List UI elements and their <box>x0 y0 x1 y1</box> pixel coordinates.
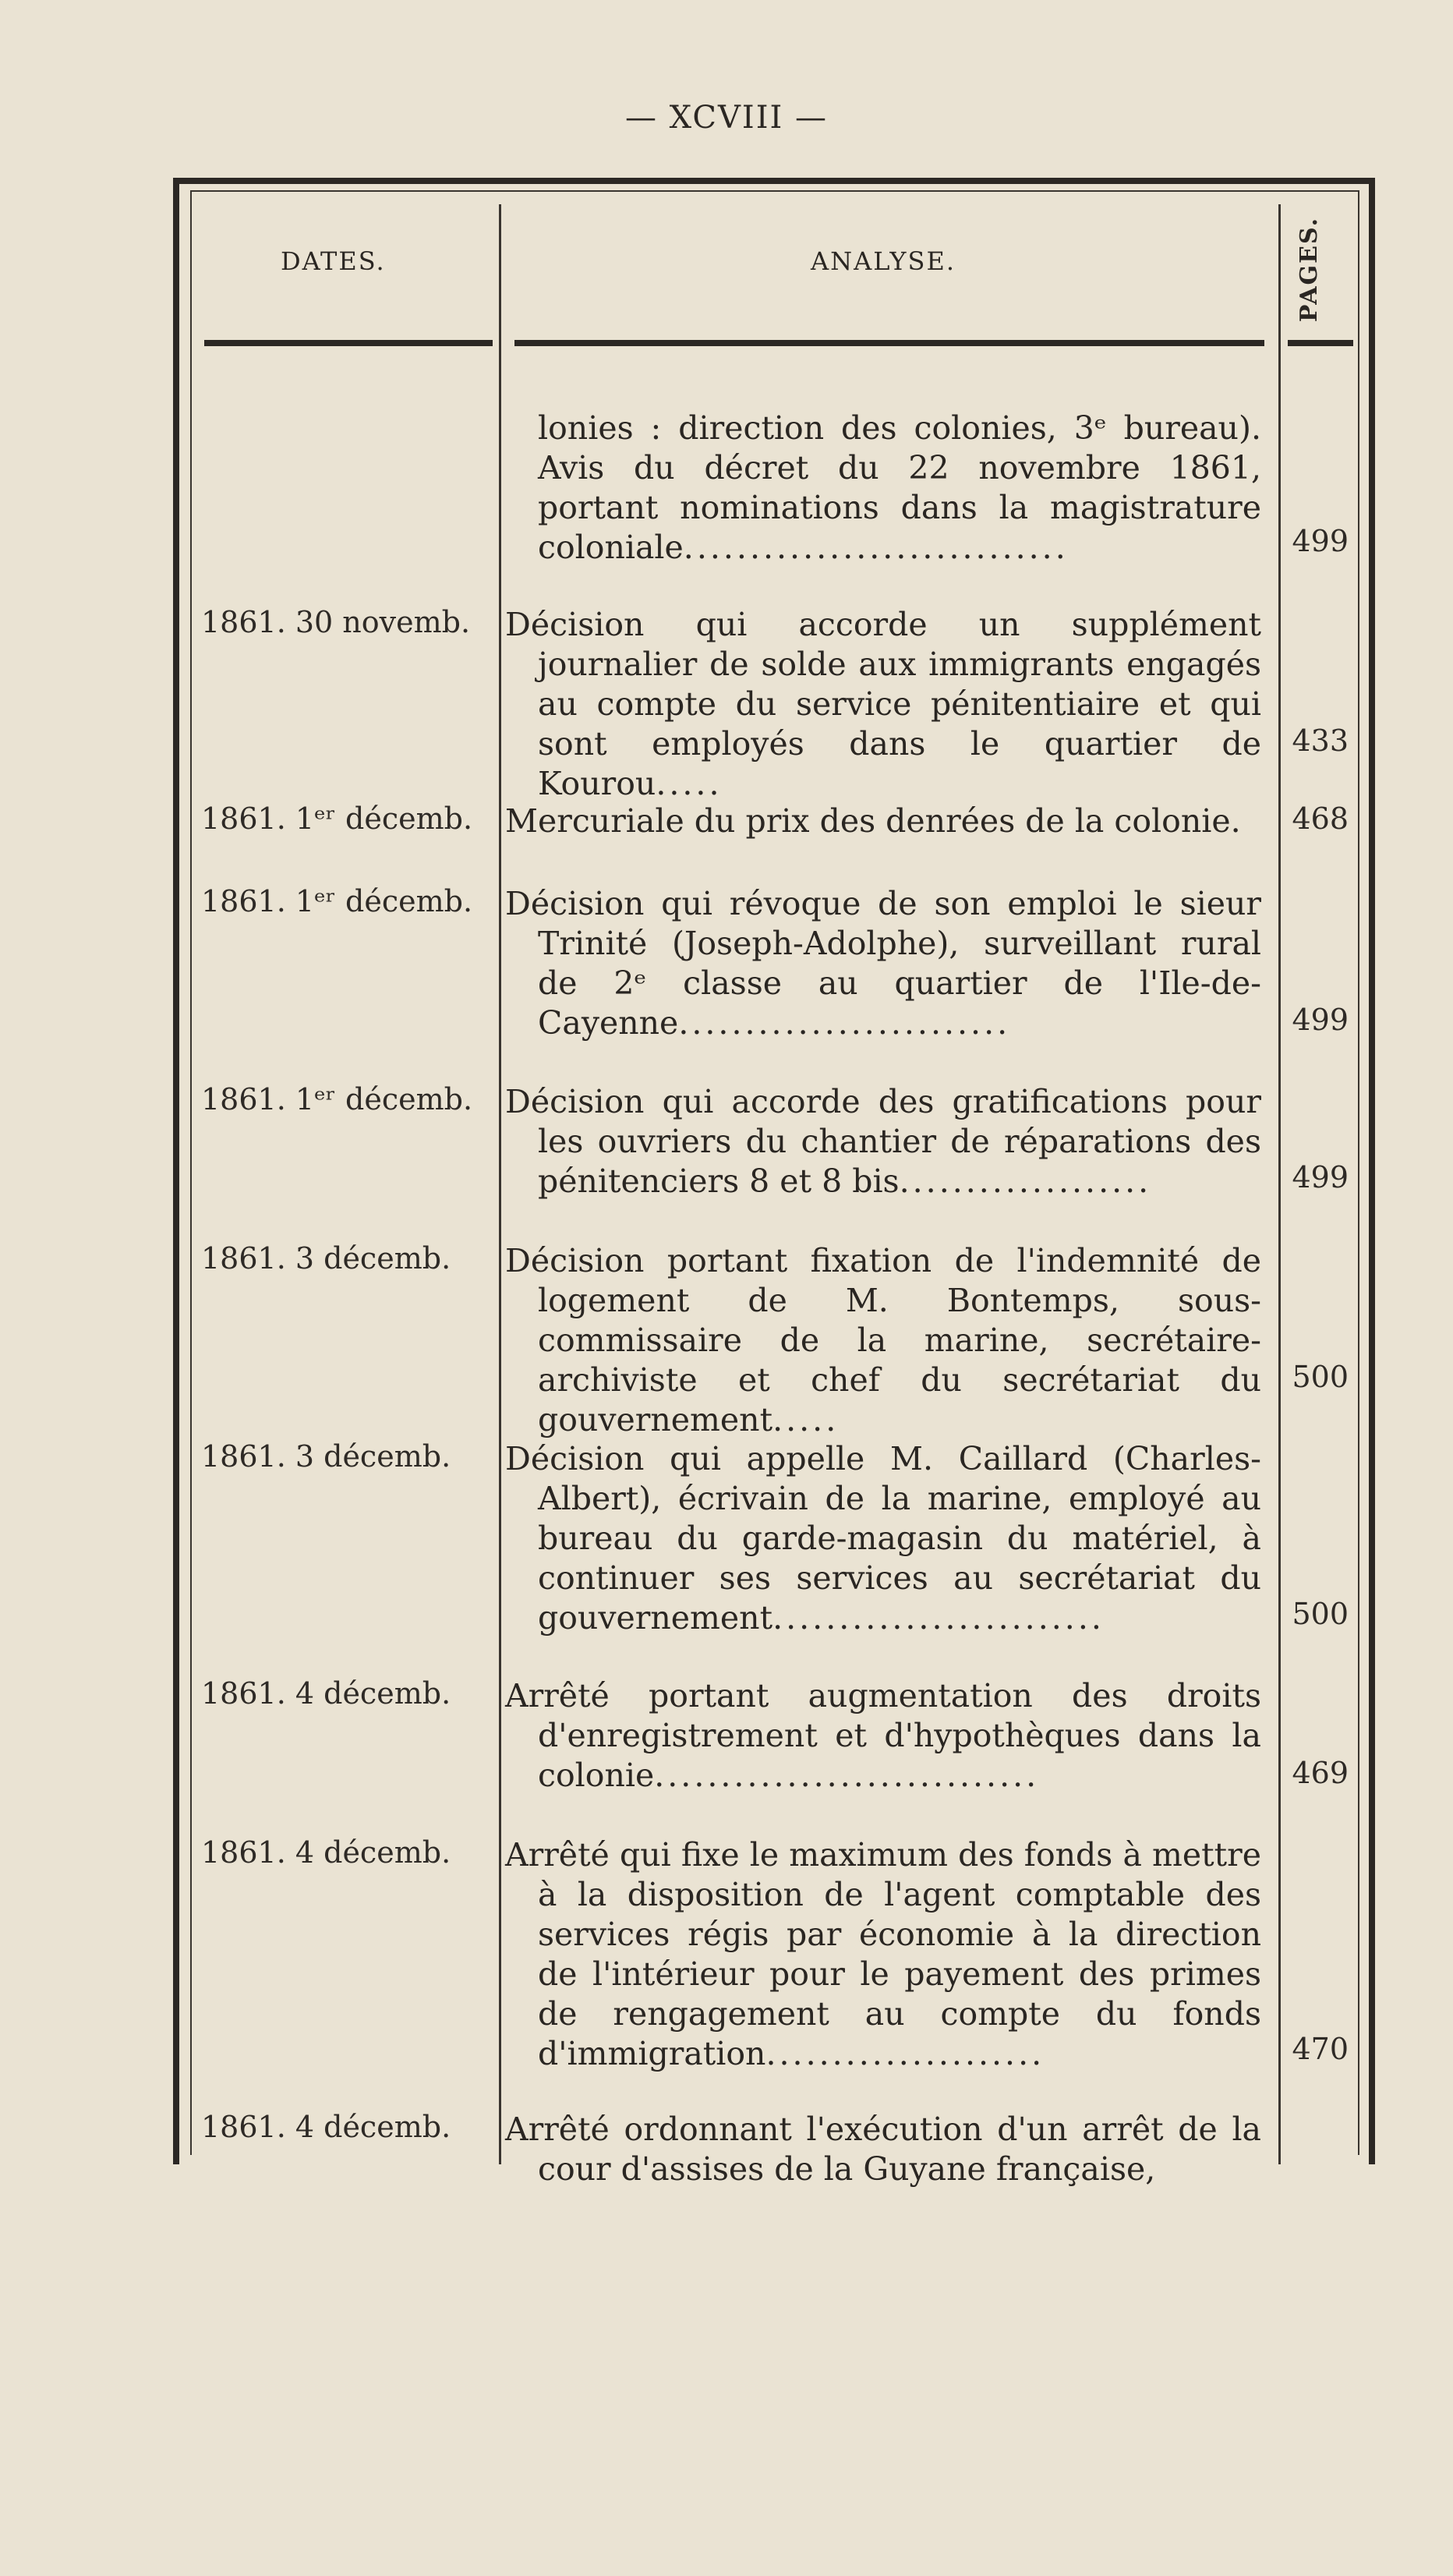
entry-page: 499 <box>1292 524 1349 558</box>
entry-date: 1861. 1ᵉʳ décemb. <box>201 1082 473 1116</box>
entry-page: 433 <box>1292 724 1349 758</box>
entry-page: 500 <box>1292 1597 1349 1631</box>
header-rule-pages <box>1288 340 1353 346</box>
entry-page: 499 <box>1292 1160 1349 1194</box>
entry-date: 1861. 4 décemb. <box>201 2110 451 2144</box>
table-inner-left <box>190 190 192 2155</box>
entry-text: Décision qui accorde un supplément journalier de solde aux immigrants engagés au compte du service pénitentiaire et qui sont employés dans le quartier de Kourou..... <box>505 606 1261 802</box>
entry-date: 1861. 1ᵉʳ décemb. <box>201 801 473 836</box>
entry-text: lonies : direction des colonies, 3ᵉ bureau). Avis du décret du 22 novembre 1861, portant nominations dans la magistrature coloniale............................. <box>538 409 1261 566</box>
page-number: — XCVIII — <box>624 100 829 136</box>
entry-date: 1861. 3 décemb. <box>201 1439 451 1474</box>
header-pages: PAGES. <box>1296 216 1324 322</box>
entry-text: Décision qui appelle M. Caillard (Charles-Albert), écrivain de la marine, employé au bureau du garde-magasin du matériel, à continuer ses services au secrétariat du gouvernement......................... <box>505 1440 1261 1637</box>
entry-text: Arrêté portant augmentation des droits d'enregistrement et d'hypothèques dans la colonie............................. <box>505 1677 1261 1794</box>
entry-text: Décision qui révoque de son emploi le sieur Trinité (Joseph-Adolphe), surveillant rural de 2ᵉ classe au quartier de l'Ile-de-Cayenne......................... <box>505 885 1261 1042</box>
header-dates: DATES. <box>281 246 386 276</box>
entry-text: Décision qui accorde des gratifications pour les ouvriers du chantier de réparations des pénitenciers 8 et 8 bis................... <box>505 1083 1261 1200</box>
column-separator-dates <box>499 204 501 2164</box>
entry-date: 1861. 4 décemb. <box>201 1835 451 1870</box>
entry-page: 469 <box>1292 1756 1349 1790</box>
entry-page: 470 <box>1292 2032 1349 2066</box>
entry-text: Arrêté ordonnant l'exécution d'un arrêt de la cour d'assises de la Guyane française, <box>505 2111 1261 2188</box>
entry-date: 1861. 3 décemb. <box>201 1241 451 1276</box>
entry-text: Décision portant fixation de l'indemnité de logement de M. Bontemps, sous-commissaire de la marine, secrétaire-archiviste et chef du secrétariat du gouvernement..... <box>505 1242 1261 1438</box>
table-inner-right <box>1358 190 1359 2155</box>
entry-date: 1861. 1ᵉʳ décemb. <box>201 884 473 918</box>
entry-page: 499 <box>1292 1003 1349 1037</box>
header-rule-analyse <box>514 340 1264 346</box>
entry-page: 468 <box>1292 801 1349 836</box>
entry-date: 1861. 4 décemb. <box>201 1676 451 1711</box>
entry-text: Arrêté qui fixe le maximum des fonds à mettre à la disposition de l'agent comptable des services régis par économie à la direction de l'intérieur pour le payement des primes de rengagement au compte du fonds d'immigration..................... <box>505 1836 1261 2072</box>
table-top-inner-rule <box>190 190 1359 192</box>
entry-page: 500 <box>1292 1360 1349 1394</box>
entry-text: Mercuriale du prix des denrées de la colonie. <box>505 802 1241 840</box>
header-rule-dates <box>204 340 493 346</box>
header-analyse: ANALYSE. <box>811 246 956 276</box>
entry-date: 1861. 30 novemb. <box>201 605 471 639</box>
